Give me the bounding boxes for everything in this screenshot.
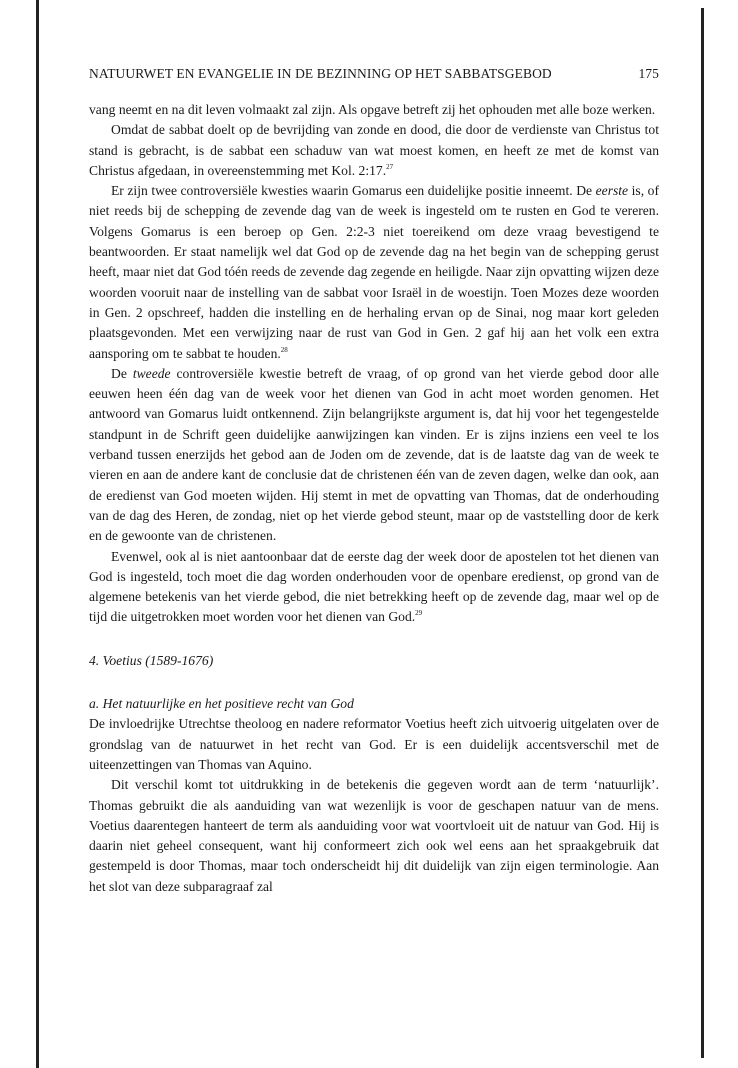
body-text [89, 100, 659, 897]
book-page [89, 66, 659, 897]
running-head [89, 66, 659, 82]
paragraph-7: Dit verschil komt tot uitdrukking in de betekenis die gegeven wordt aan de term ‘natuurlijk’. Thomas gebruikt die als aanduiding van wat wezenlijk is voor de geschapen natuur van de mens. Voetius daarentegen hanteert de term als aanduiding voor wat voortvloeit uit de natuur van God. Hij is daarin niet geheel consequent, want hij conformeert zich ook wel eens aan het spraakgebruik dat gestempeld is door Thomas, maar toch onderscheidt hij dit duidelijk van zijn eigen terminologie. Aan het slot van deze subparagraaf zal [89, 777, 659, 894]
paragraph-6: De invloedrijke Utrechtse theoloog en nadere reformator Voetius heeft zich uitvoerig uitgelaten over de grondslag van de natuurwet in het recht van God. Er is een duidelijk accentsverschil met de uiteenzettingen van Thomas van Aquino. [89, 716, 659, 772]
paragraph-4: De tweede controversiële kwestie betreft de vraag, of op grond van het vierde gebod door alle eeuwen heen één dag van de week voor het dienen van God in acht moet worden genomen. Het antwoord van Gomarus luidt ontkennend. Zijn belangrijkste argument is, dat hij voor het tegengestelde standpunt in de Schrift geen duidelijke aanwijzingen kan vinden. Er is zijns inziens een veel te los verband tussen enerzijds het gebod aan de Joden om de zevende, dat is de laatste dag van de week te vieren en aan de andere kant de conclusie dat de christenen één van de zeven dagen, welke dan ook, aan de eredienst van God moeten wijden. Hij stemt in met de opvatting van Thomas, dat de onderhouding van de dag des Heren, de zondag, niet op het vierde gebod steunt, maar op de vaststelling door de kerk en de gewoonte van de christenen. [89, 365, 659, 544]
paragraph-2: Omdat de sabbat doelt op de bevrijding van zonde en dood, die door de verdienste van Christus tot stand is gebracht, is de sabbat een schaduw van wat moest komen, en heeft ze met de komst van Christus afgedaan, in overeenstemming met Kol. 2:17.27 [89, 122, 659, 178]
section-heading-voetius: 4. Voetius (1589-1676) [89, 652, 214, 668]
emphasis-eerste: eerste [595, 183, 629, 199]
page-number: 175 [638, 66, 659, 81]
footnote-ref-27: 27 [386, 162, 394, 171]
paragraph-5: Evenwel, ook al is niet aantoonbaar dat de eerste dag der week door de apostelen tot het dienen van God is ingesteld, toch moet die dag worden onderhouden voor de openbare eredienst, op grond van de algemene betekenis van het vierde gebod, die niet betrekking heeft op de zevende dag, maar wel op de tijd die uitgetrokken moet worden voor het dienen van God.$^{29}$ [89, 548, 659, 625]
scan-left-border [36, 0, 39, 1068]
paragraph-3: Er zijn twee controversiële kwesties waarin Gomarus een duidelijke positie inneemt. De eerste is, of niet reeds bij de schepping de zevende dag van de week is ingesteld om te rusten en God te vereren. Volgens Gomarus is een beroep op Gen. 2:2-3 niet toereikend om deze vraag bevestigend te beantwoorden. Er staat namelijk wel dat God op de zevende dag na het begin van de schepping gerust heeft, maar niet dat God tóén reeds de zevende dag zegende en heiligde. Naar zijn opvatting wijzen deze woorden vooruit naar de instelling van de sabbat voor Israël in de woestijn. Toen Mozes deze woorden in Gen. 2 opschreef, hadden die instelling en de herhaling ervan op de Sinai, nog maar kort geleden plaatsgevonden. Met een verwijzing naar de rust van God in Gen. 2 gaf hij aan het volk een extra aansporing om te sabbat te houden.$^{28}$ [89, 183, 659, 361]
footnote-ref-28: 28 [280, 345, 288, 354]
emphasis-tweede: tweede [132, 365, 171, 381]
scan-right-border [701, 8, 704, 1058]
paragraph-1: vang neemt en na dit leven volmaakt zal zijn. Als opgave betreft zij het ophouden met alle boze werken. [89, 102, 656, 117]
footnote-ref-29: 29 [415, 609, 423, 618]
subsection-heading: a. Het natuurlijke en het positieve recht van God [89, 696, 354, 712]
running-head-title: NATUURWET EN EVANGELIE IN DE BEZINNING OP HET SABBATSGEBOD [89, 66, 552, 81]
